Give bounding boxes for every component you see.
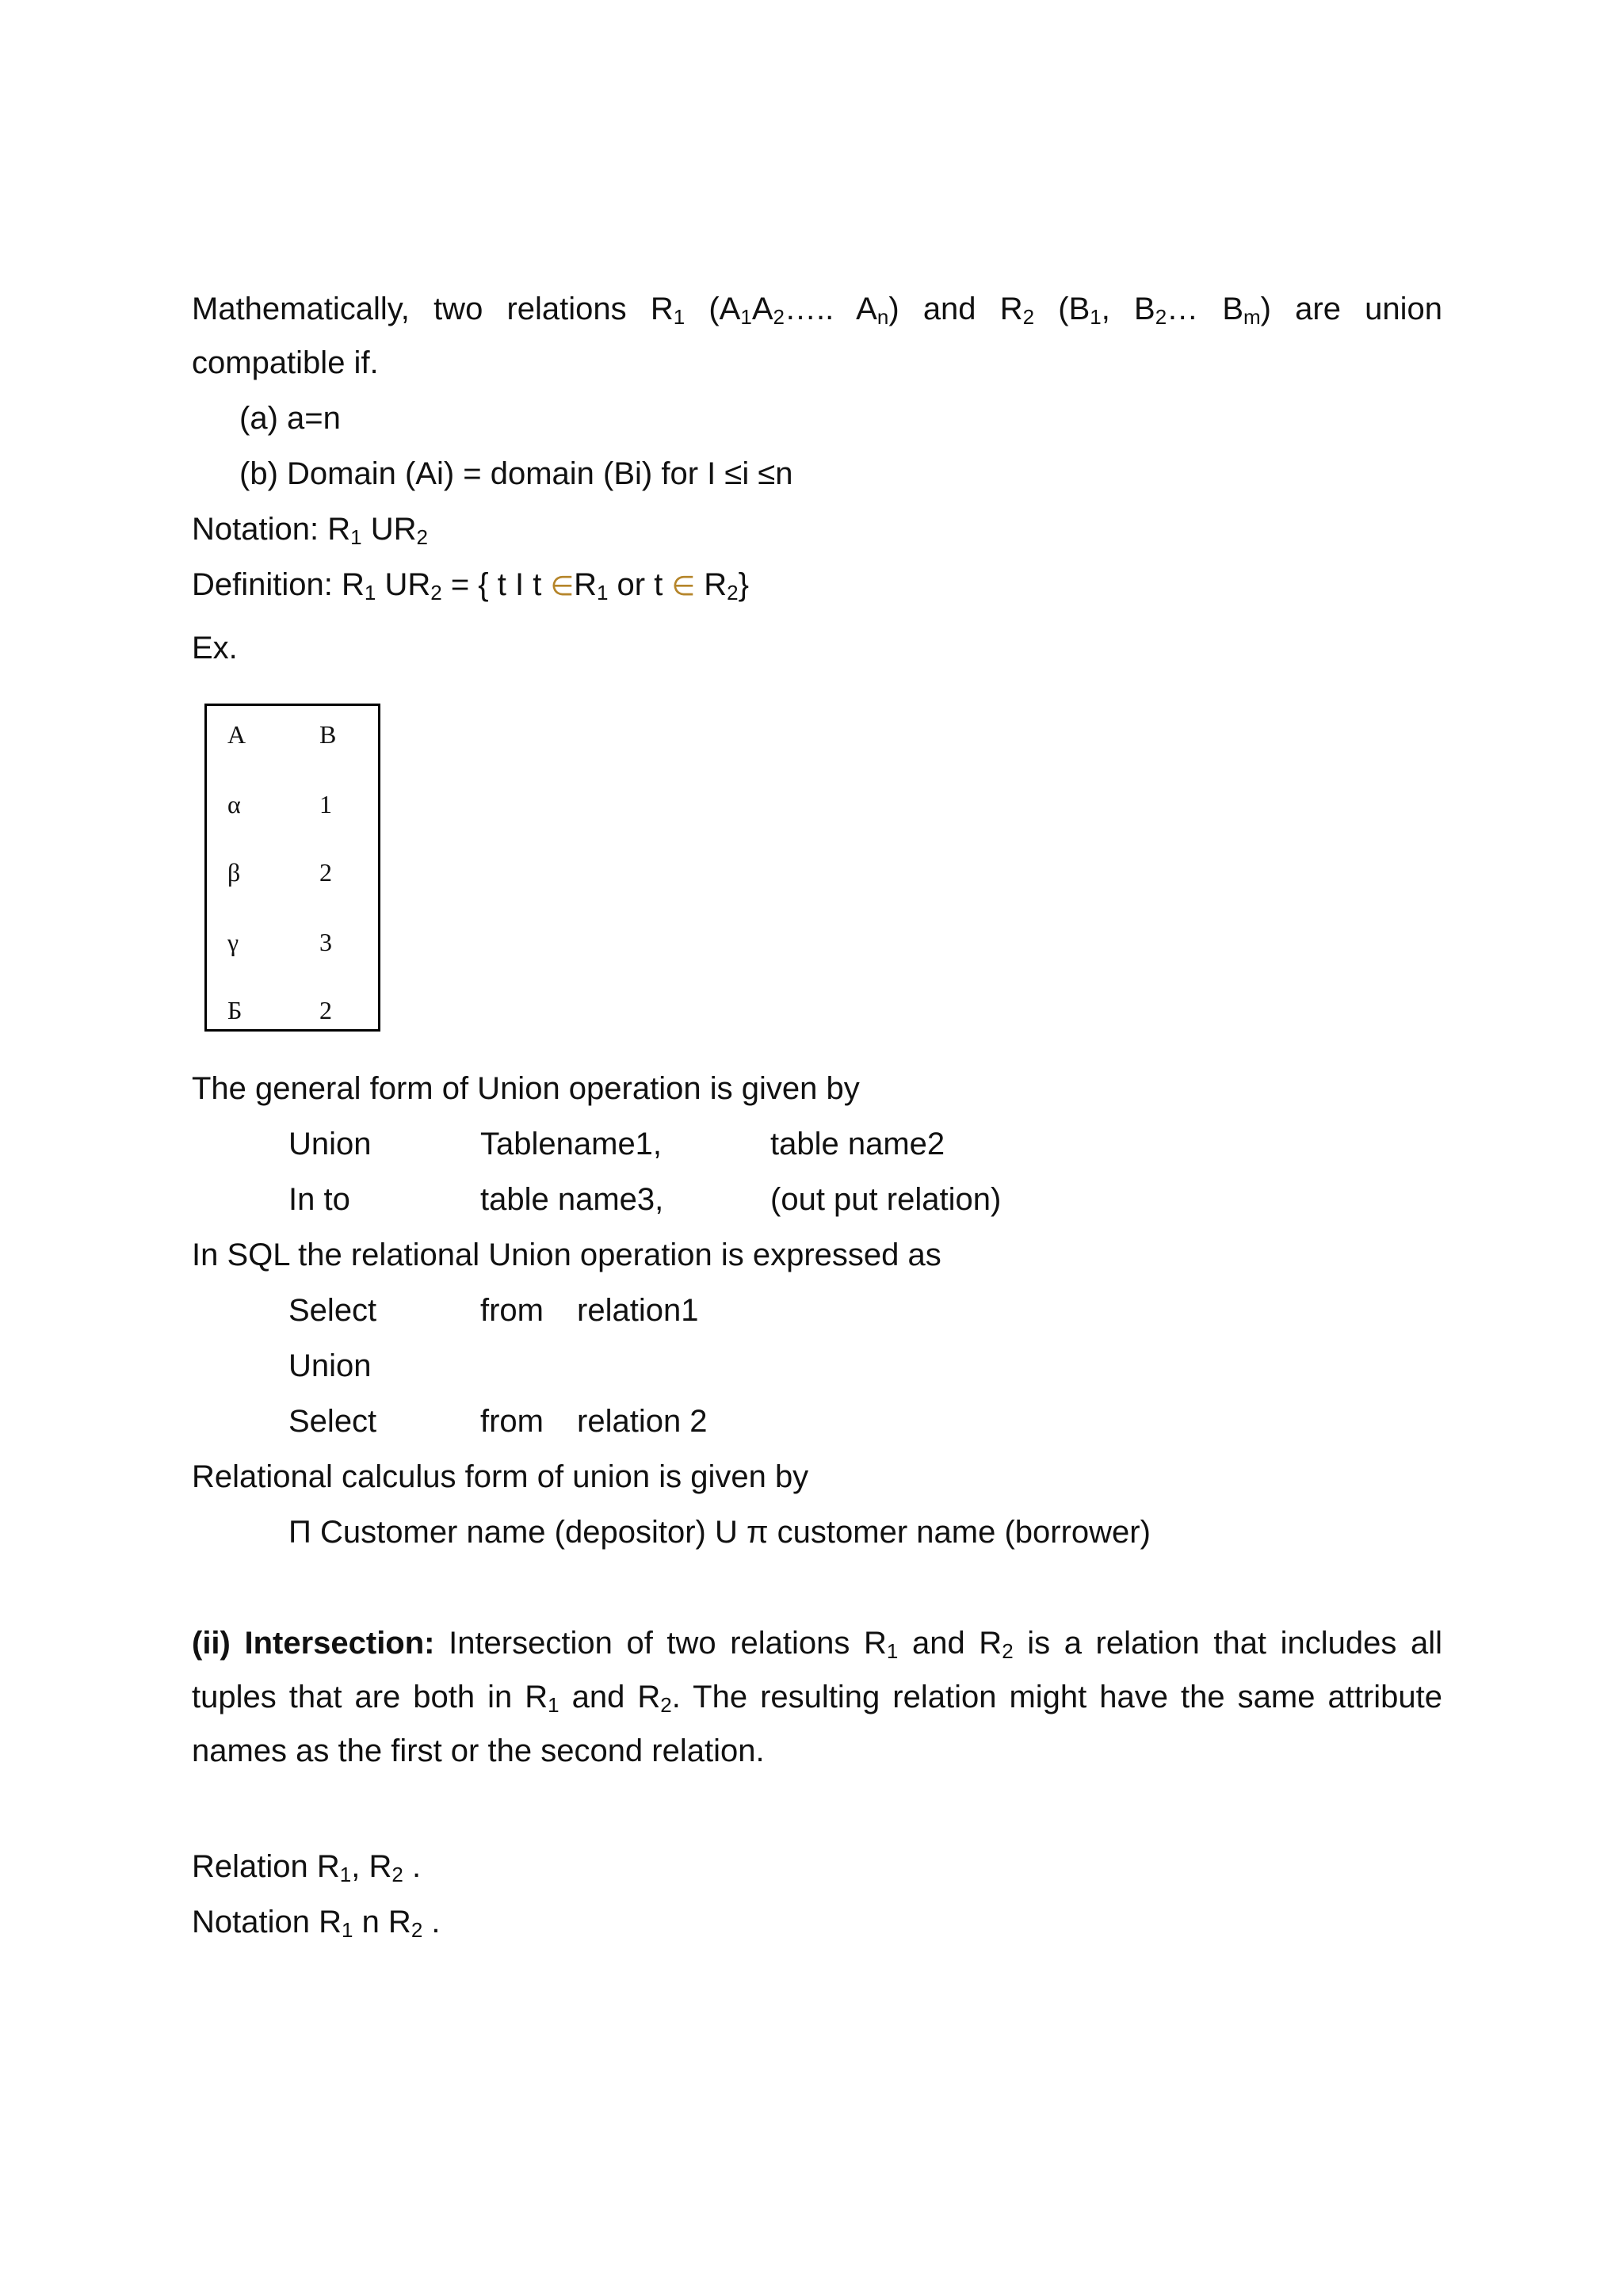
general-form-heading: The general form of Union operation is given by [192, 1071, 860, 1106]
intersection-line2: tuples that are both in $R_1$ and $R_2$. The resulting relation might have the same attribute [192, 1680, 1442, 1717]
table-cell: β [227, 858, 241, 887]
union-intro-line1: Mathematically, two relations $R_1$ ($A_1A_2\dots$.. $A_n$) and $R_2$ ($B_1$, $B_2\dots$ $B_m$) are union [192, 292, 1443, 329]
table-cell: 2 [319, 996, 332, 1024]
table-cell: 3 [319, 928, 332, 956]
relation-line: Relation $R_1$, $R_2$ . [192, 1849, 422, 1886]
sql-form-heading: In SQL the relational Union operation is expressed as [192, 1238, 941, 1272]
table-cell: α [227, 790, 241, 818]
calculus-expression: Π Customer name (depositor) U π customer name (borrower) [288, 1515, 1151, 1550]
union-intro-line2: compatible if. [192, 345, 379, 380]
notation-union: Notation: $R_1$ $UR_2$ [192, 512, 428, 549]
element-of-symbol: ∈ [550, 570, 575, 602]
sql-row-select2: Select from relation 2 [288, 1404, 708, 1439]
intersection-title: (ii) Intersection: [192, 1626, 435, 1661]
sql-row-select1: Select from relation1 [288, 1293, 699, 1328]
intersection-line1: (ii) Intersection: Intersection of two relations $R_1$ and $R_2$ is a relation that includes all [192, 1626, 1443, 1663]
example-label: Ex. [192, 631, 238, 666]
element-of-symbol: ∈ [671, 570, 696, 602]
general-form-row1: Union Tablename1, table name2 [288, 1127, 945, 1161]
example-relation-table [204, 704, 380, 1032]
table-cell: γ [227, 928, 239, 956]
sql-row-union: Union [288, 1348, 372, 1383]
condition-b: (b) Domain (Ai) = domain (Bi) for I ≤i ≤n [239, 456, 793, 491]
table-cell: 2 [319, 858, 332, 887]
notation-intersection: Notation $R_1$ n $R_2$ . [192, 1905, 441, 1942]
calculus-form-heading: Relational calculus form of union is given by [192, 1459, 809, 1494]
intersection-line3: names as the first or the second relation. [192, 1733, 765, 1768]
table-header-b: B [319, 720, 337, 749]
general-form-row2: In to table name3, (out put relation) [288, 1182, 1002, 1217]
table-cell: 1 [319, 790, 332, 818]
condition-a: (a) a=n [239, 401, 341, 436]
definition-union: Definition: $R_1$ $UR_2$ = { t I t $\in R_1$ or t ∈ $R_2$} [192, 567, 749, 605]
table-header-a: A [227, 720, 246, 749]
table-cell: Б [227, 996, 242, 1024]
